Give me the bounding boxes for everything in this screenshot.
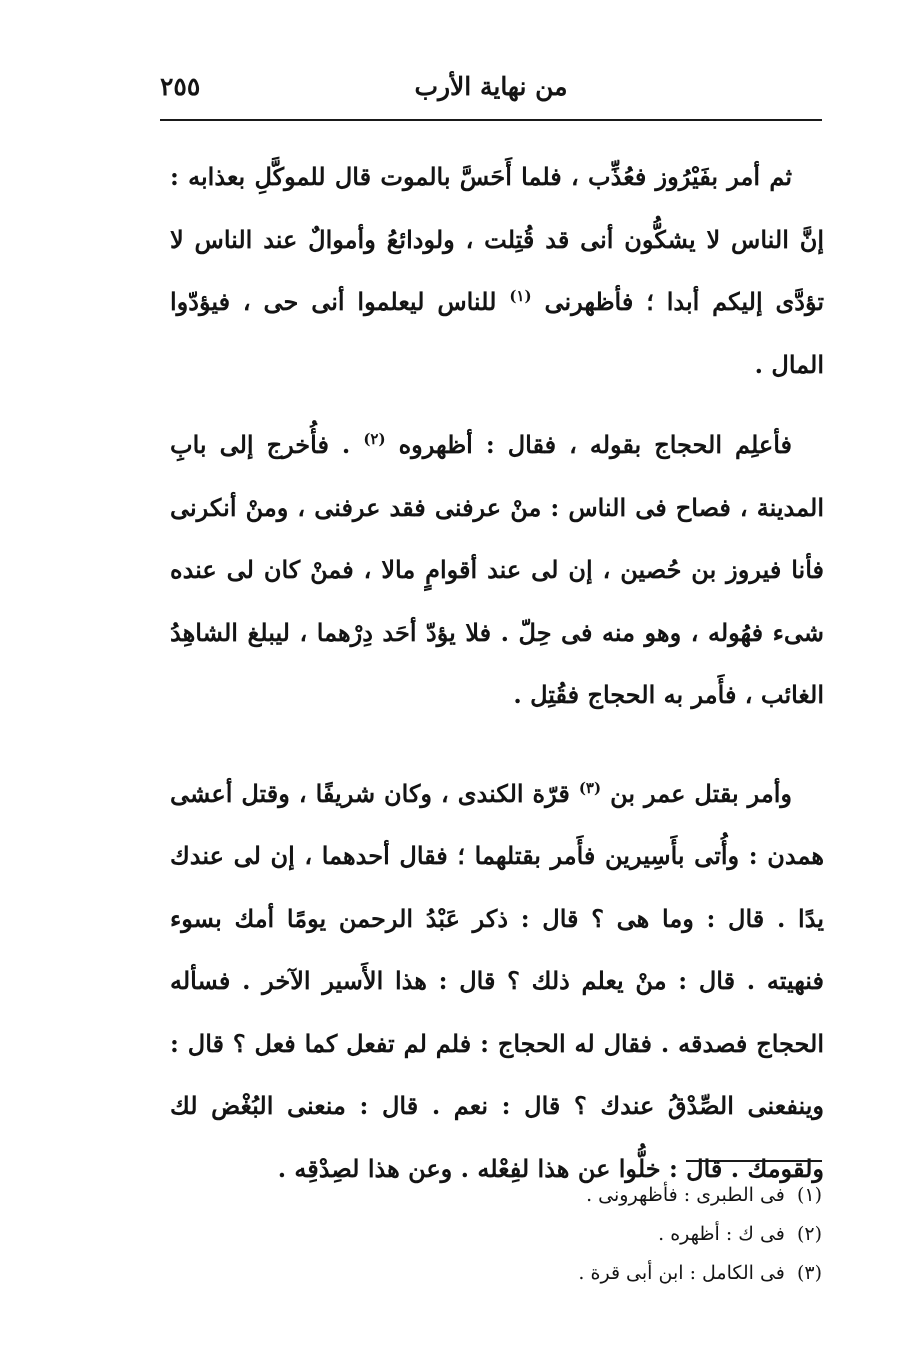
footnote-number: (١) (796, 1184, 822, 1206)
footnote-ref-1: (١) (509, 287, 532, 305)
paragraph-3-text-end: قرّة الكندى ، وكان شريفًا ، وقتل أعشى همدن : وأُتى بأَسِيرين فأَمر بقتلهما ؛ فقال أحدهما ، إن لى عندك يدًا . قال : وما هى ؟ قال : ذكر عَبْدُ الرحمن يومًا أمك بسوء فنهيته . قال : منْ يعلم ذلك ؟ قال : هذا الأَسير الآخر . فسأله الحجاج فصدقه . فقال له الحجاج : فلم لم تفعل كما فعل ؟ قال : وينفعنى الصِّدْقُ عندك ؟ قال : نعم . قال : منعنى البُغْض لك ولقومك . قال : خلُّوا عن هذا لفِعْله . وعن هذا لصِدْقِه . (170, 778, 824, 1183)
paragraph-3-text: وأمر بقتل عمر بن (610, 778, 792, 808)
page-header (160, 72, 822, 116)
paragraph-1 (170, 146, 824, 396)
footnote-ref-2: (٢) (363, 430, 386, 448)
main-text (170, 146, 824, 1200)
footnote-3 (430, 1254, 822, 1293)
paragraph-2-text-end: . فأُخرج إلى بابِ المدينة ، فصاح فى الناس : منْ عرفنى فقد عرفنى ، ومنْ أنكرنى فأنا فيروز بن حُصين ، إن لى عند أقوامٍ مالا ، فمنْ كان لى عنده شىء فهُوله ، وهو منه فى حِلّ . فلا يؤدّ أحَد دِرْهما ، ليبلغ الشاهِدُ الغائب ، فأَمر به الحجاج فقُتِل . (170, 430, 824, 709)
footnote-number: (٣) (796, 1262, 822, 1284)
footnote-text: فى ك : أظهره . (658, 1223, 785, 1245)
footnote-rule (686, 1160, 822, 1162)
paragraph-2-text: فأعلِم الحجاج بقوله ، فقال : أظهروه (398, 430, 793, 459)
footnote-text: فى الطبرى : فأظهرونى . (586, 1184, 785, 1206)
footnote-text: فى الكامل : ابن أبى قرة . (578, 1262, 785, 1284)
footnote-1 (430, 1176, 822, 1215)
header-rule (160, 119, 822, 121)
footnote-2 (430, 1215, 822, 1254)
running-title: من نهاية الأرب (414, 72, 568, 101)
paragraph-2 (170, 414, 824, 727)
paragraph-3 (170, 763, 824, 1201)
paragraph-1-text-end: للناس ليعلموا أنى حى ، فيؤدّوا المال . (170, 287, 824, 379)
page-number: ٢٥٥ (160, 72, 201, 101)
footnote-ref-3: (٣) (578, 778, 602, 797)
paragraph-1-text: ثم أمر بفَيْرُوز فعُذِّب ، فلما أَحَسَّ بالموت قال للموكَّلِ بعذابه : إنَّ الناس لا يشكُّون أنى قد قُتِلت ، ولودائعُ وأموالٌ عند الناس لا تؤدَّى إليكم أبدا ؛ فأظهرنى (170, 162, 825, 316)
footnote-number: (٢) (796, 1223, 822, 1245)
footnotes (430, 1176, 822, 1293)
